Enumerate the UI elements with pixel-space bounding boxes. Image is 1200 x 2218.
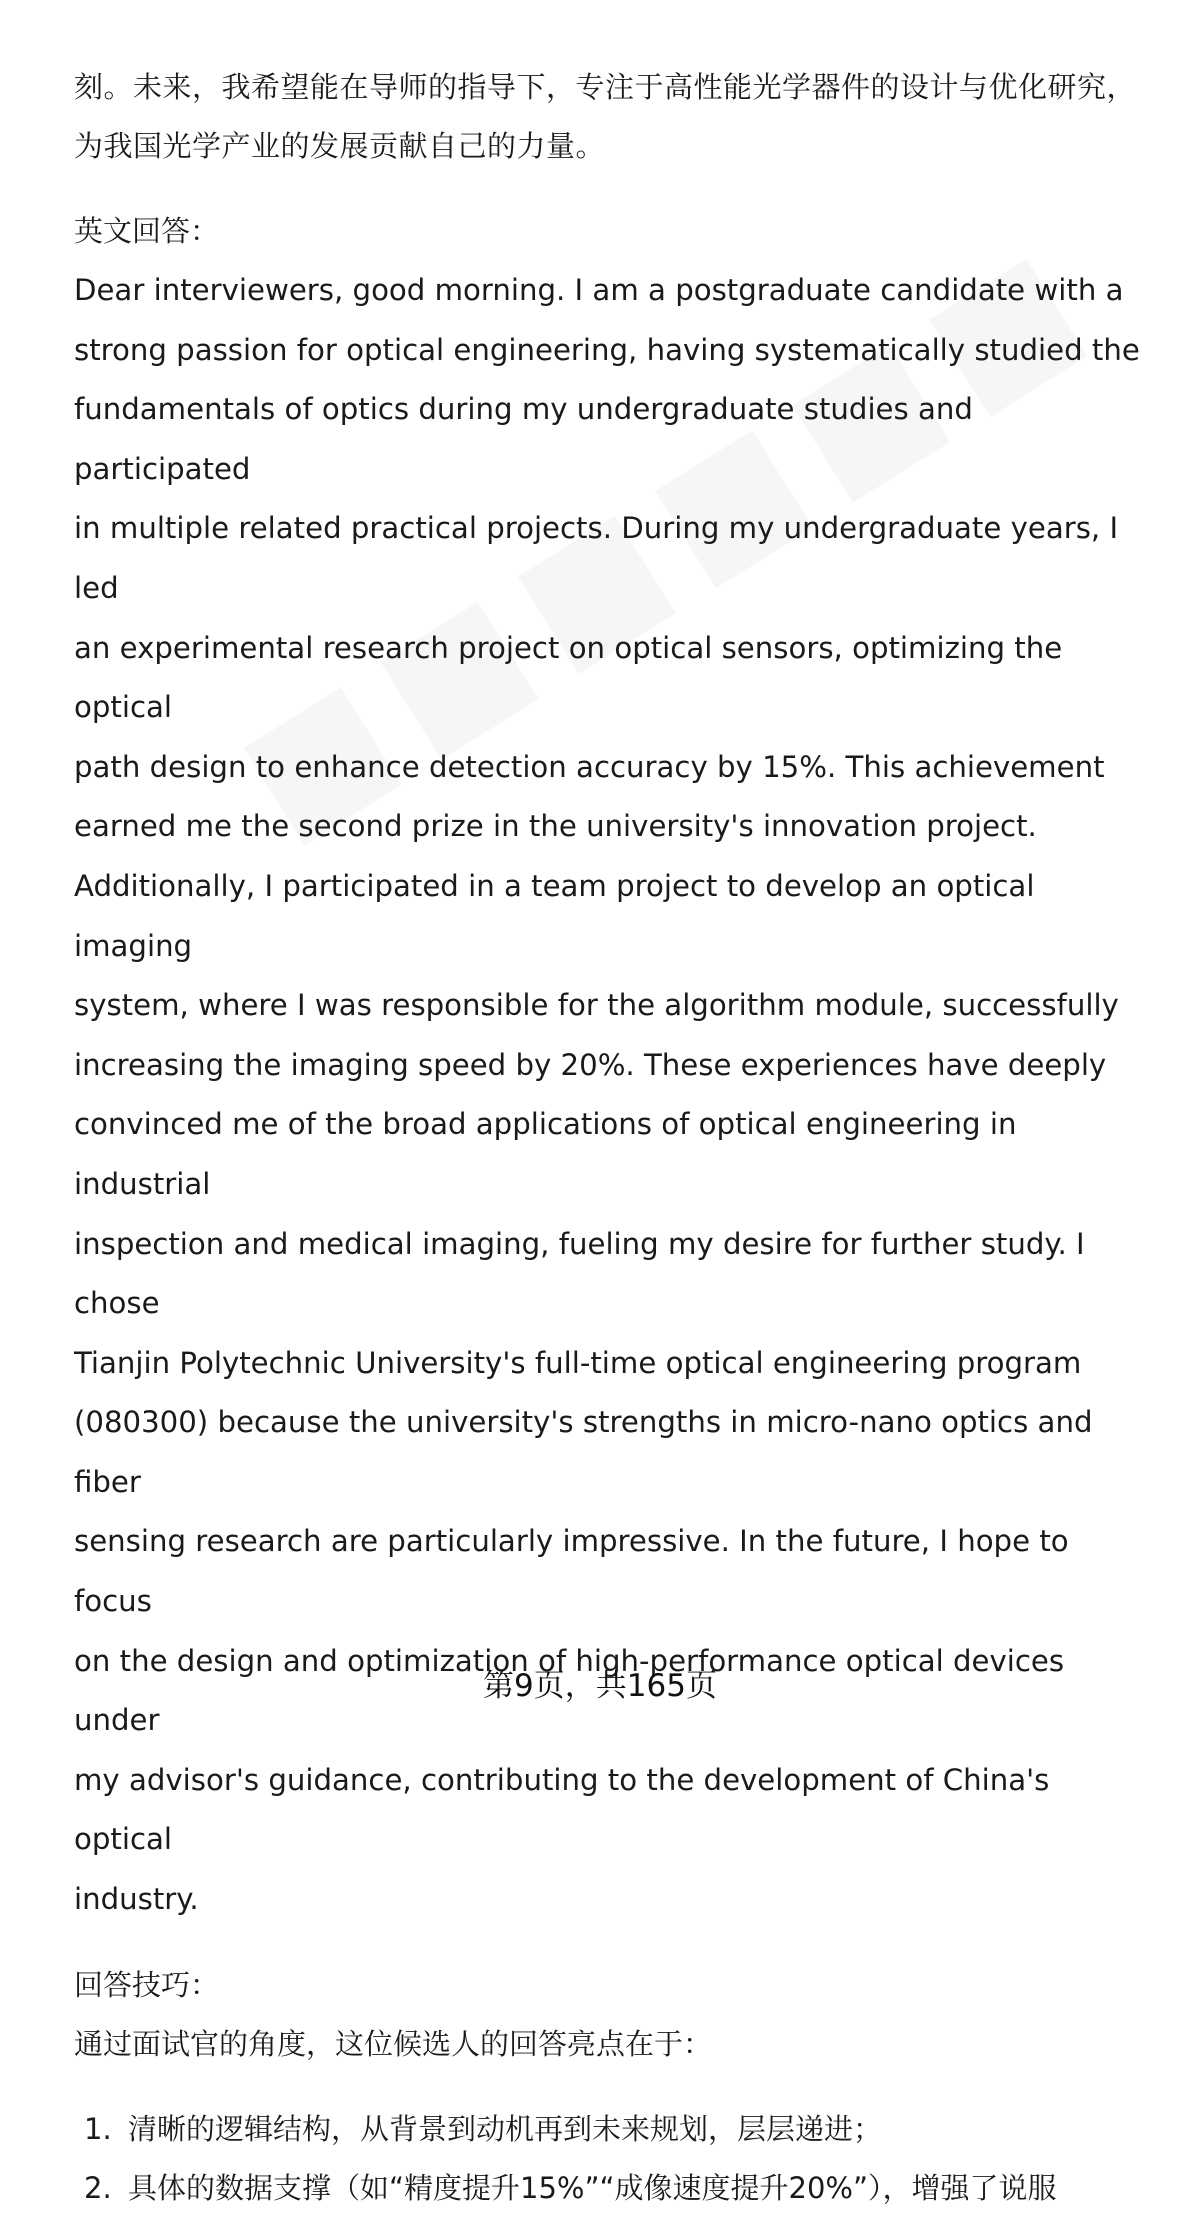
list-text: 清晰的逻辑结构，从背景到动机再到未来规划，层层递进；: [128, 2111, 883, 2146]
text-line: fundamentals of optics during my undergraduate studies and participated: [74, 392, 973, 486]
text-line: (080300) because the university's strengths in micro-nano optics and fiber: [74, 1405, 1093, 1499]
text-line: my advisor's guidance, contributing to the development of China's optical: [74, 1762, 1050, 1857]
text-line: in multiple related practical projects. During my undergraduate years, I led: [74, 511, 1119, 605]
text-line: an experimental research project on optical sensors, optimizing the optical: [74, 630, 1063, 725]
text-line: path design to enhance detection accuracy by 15%. This achievement: [74, 749, 1105, 784]
page-number: 第9页，共165页: [483, 1668, 717, 1704]
text-line: industry.: [74, 1882, 199, 1917]
highlights-list: [74, 2100, 1154, 2218]
text-line: 为我国光学产业的发展贡献自己的力量。: [74, 129, 606, 163]
english-answer-label: 英文回答：: [74, 214, 220, 248]
text-line: Dear interviewers, good morning. I am a postgraduate candidate with a: [74, 273, 1124, 307]
text-line: 刻。未来，我希望能在导师的指导下，专注于高性能光学器件的设计与优化研究，: [74, 70, 1137, 104]
chinese-continuation: [74, 58, 1154, 176]
text-line: on the design and optimization of high-performance optical devices under: [74, 1643, 1065, 1738]
list-text: 具体的数据支撑（如“精度提升15%”“成像速度提升20%”），增强了说服: [128, 2170, 1057, 2205]
list-item: [74, 2159, 1154, 2218]
text-line: increasing the imaging speed by 20%. These experiences have deeply: [74, 1047, 1107, 1082]
text-line: earned me the second prize in the university's innovation project.: [74, 809, 1037, 844]
text-line: sensing research are particularly impressive. In the future, I hope to focus: [74, 1524, 1069, 1619]
text-line: Additionally, I participated in a team project to develop an optical imaging: [74, 868, 1035, 963]
text-line: inspection and medical imaging, fueling my desire for further study. I chose: [74, 1226, 1085, 1321]
list-number: 2.: [84, 2170, 112, 2205]
text-line: strong passion for optical engineering, having systematically studied the: [74, 332, 1140, 367]
text-line: convinced me of the broad applications of optical engineering in industrial: [74, 1107, 1017, 1201]
answer-tips-intro: 通过面试官的角度，这位候选人的回答亮点在于：: [74, 2026, 713, 2061]
list-item: [74, 2100, 1154, 2159]
list-number: 1.: [84, 2111, 112, 2146]
document-body: [74, 58, 1154, 2218]
text-line: system, where I was responsible for the algorithm module, successfully: [74, 988, 1119, 1023]
text-line: Tianjin Polytechnic University's full-time optical engineering program: [74, 1345, 1082, 1380]
answer-tips-label: 回答技巧：: [74, 1967, 220, 2002]
